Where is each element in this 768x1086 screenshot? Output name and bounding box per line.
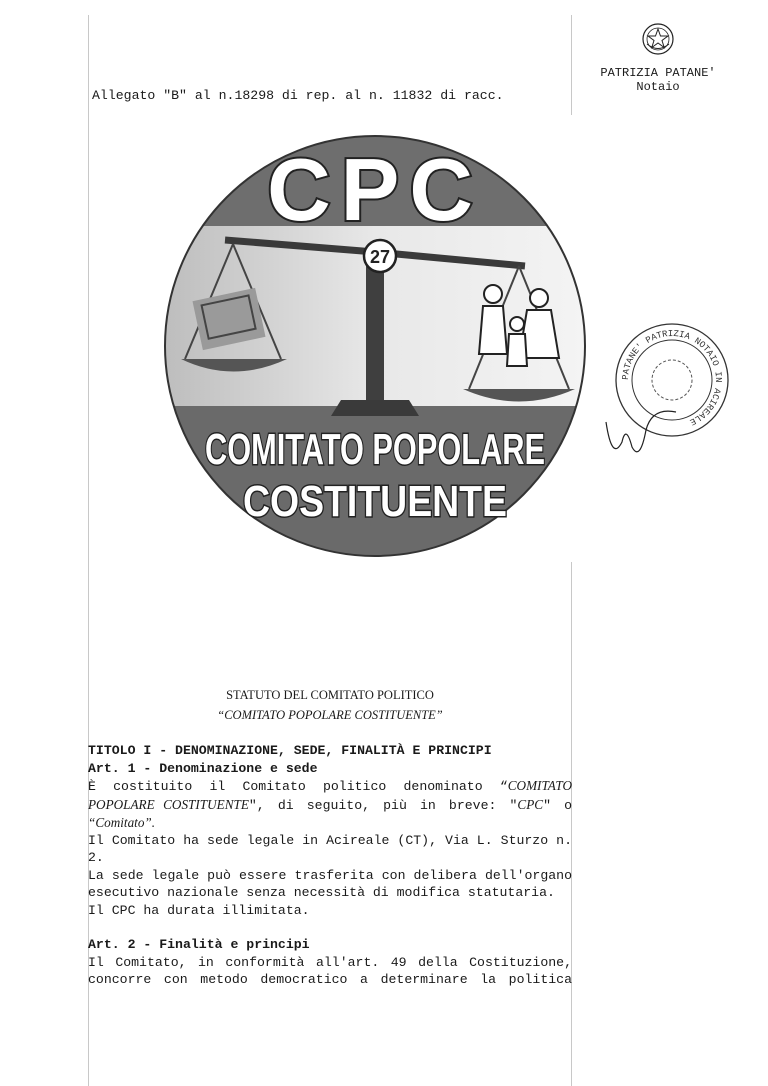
art1-cpc-abbrev: CPC — [517, 796, 544, 812]
logo-acronym: CPC — [267, 140, 483, 239]
seal-text: PATANE' PATRIZIA NOTAIO IN ACIREALE — [620, 328, 724, 427]
notary-seal — [596, 312, 736, 462]
notary-header — [588, 22, 728, 94]
right-margin-line-top — [571, 15, 572, 115]
cpc-logo — [163, 134, 587, 558]
art1-line-2 — [88, 796, 572, 815]
logo-line-1: COMITATO POPOLARE — [205, 425, 545, 474]
titolo-heading: TITOLO I - DENOMINAZIONE, SEDE, FINALITÀ E PRINCIPI — [88, 743, 492, 758]
art1-line-1-text: È costituito il Comitato politico denominato “ — [88, 779, 508, 794]
art1-line-2-text: ", di seguito, più in breve: " — [248, 797, 518, 813]
art1-para3-line-1: La sede legale può essere trasferita con delibera dell'organo — [88, 867, 572, 883]
svg-text:PATANE' PATRIZIA NOTAIO IN ACI — [621, 329, 723, 427]
signature — [606, 411, 676, 452]
notary-name: PATRIZIA PATANE' — [600, 66, 716, 80]
art1-para2-line-2: 2. — [88, 850, 104, 865]
logo-line-2: COSTITUENTE — [243, 477, 507, 526]
art1-line-3: “Comitato”. — [88, 815, 156, 830]
art1-para2-line-1: Il Comitato ha sede legale in Acireale (CT), Via L. Sturzo n. — [88, 832, 572, 848]
statute-body — [88, 742, 572, 989]
statute-title-line-1: STATUTO DEL COMITATO POLITICO — [226, 688, 434, 702]
art1-name-part-1: COMITATO — [507, 778, 572, 793]
art1-para4: Il CPC ha durata illimitata. — [88, 902, 310, 918]
logo-number: 27 — [369, 247, 391, 267]
notary-role: Notaio — [636, 80, 680, 94]
art1-heading: Art. 1 - Denominazione e sede — [88, 760, 318, 776]
art1-line-1 — [88, 777, 572, 796]
art2-line-2: concorre con metodo democratico a determinare la politica — [88, 972, 572, 987]
art1-para3-line-2: esecutivo nazionale senza necessità di modifica statutaria. — [88, 885, 555, 900]
art1-line-2-end: " o — [543, 797, 572, 813]
art1-name-part-2: POPOLARE COSTITUENTE — [88, 796, 249, 812]
allegato-reference: Allegato "B" al n.18298 di rep. al n. 11832 di racc. — [92, 88, 504, 103]
art2-heading: Art. 2 - Finalità e principi — [88, 937, 310, 952]
art2-line-1: Il Comitato, in conformità all'art. 49 della Costituzione, — [88, 954, 572, 970]
statute-title-line-2: “COMITATO POPOLARE COSTITUENTE” — [217, 708, 443, 722]
republic-emblem-icon — [641, 22, 675, 56]
